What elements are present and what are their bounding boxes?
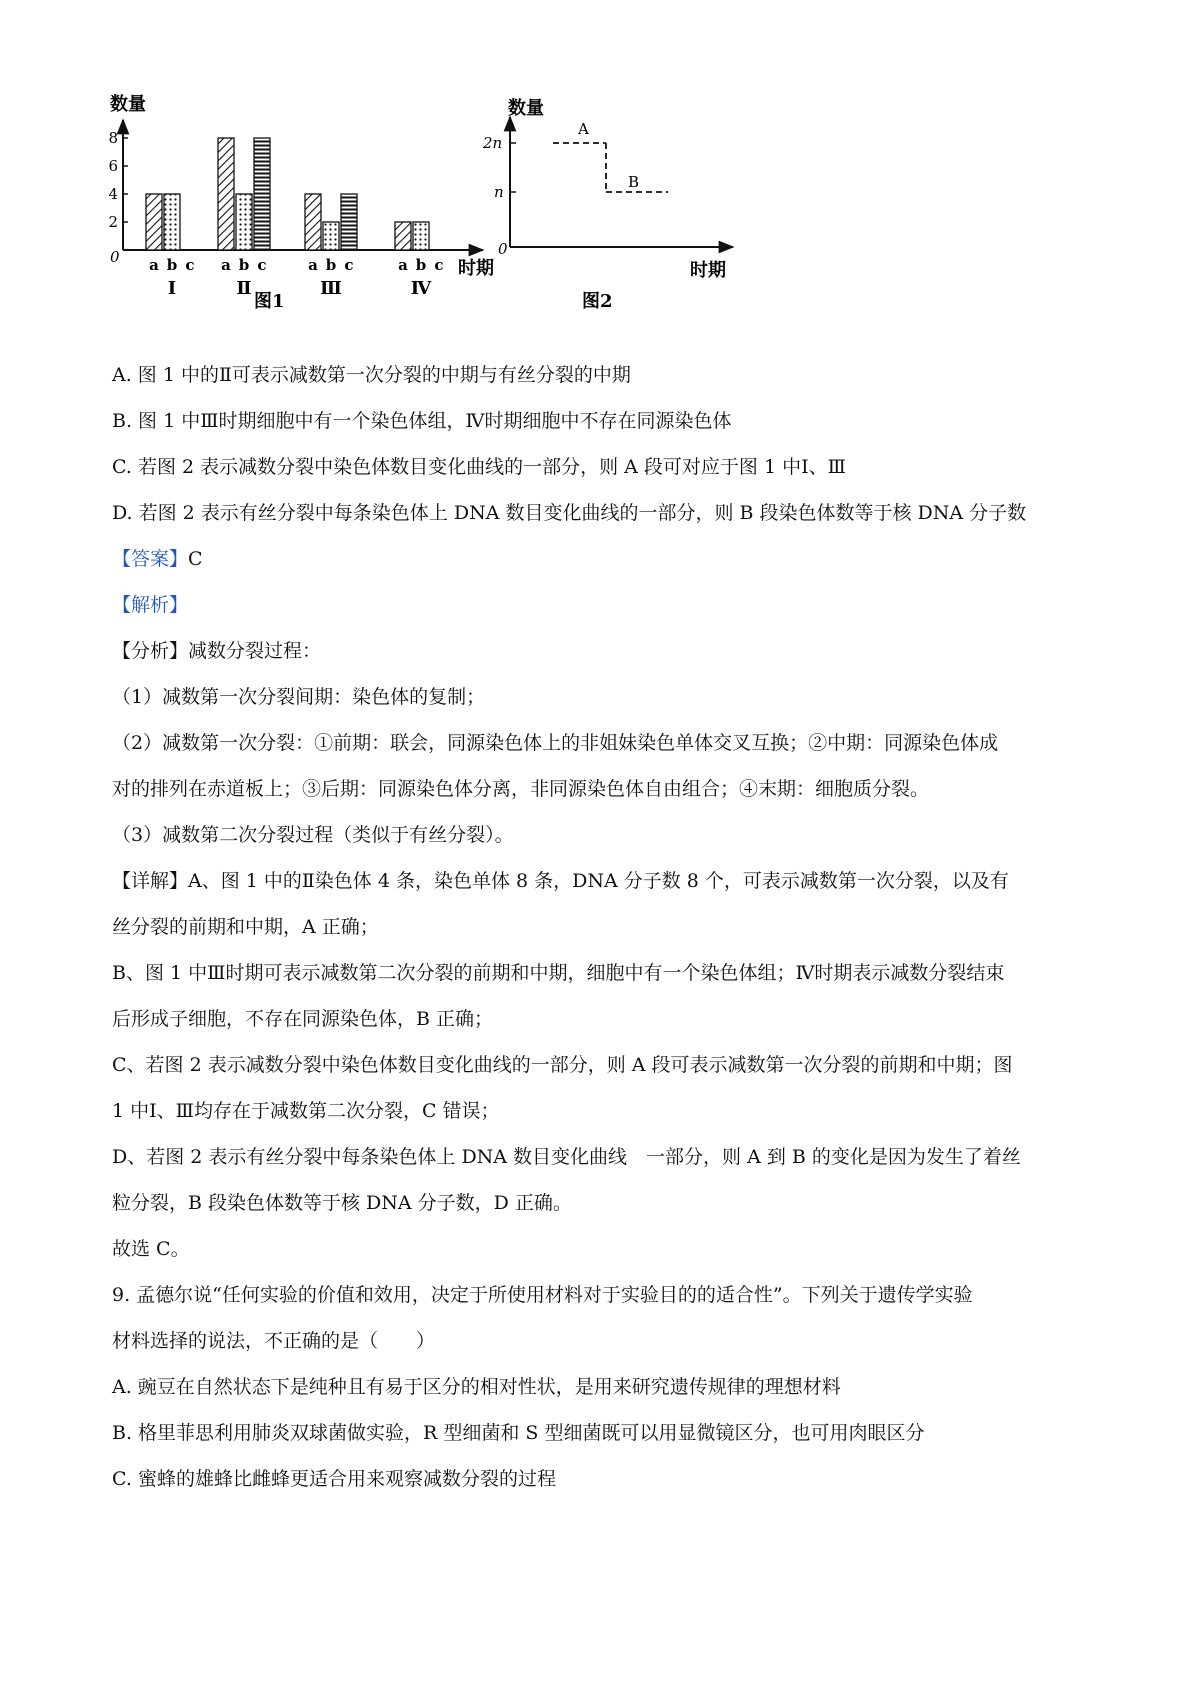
fig1-bar-b bbox=[323, 222, 339, 250]
answer-tag: 【答案】 bbox=[112, 548, 189, 570]
fig2-tick-n: n bbox=[494, 183, 504, 201]
fig1-series-letter: a bbox=[149, 256, 159, 274]
figures bbox=[108, 92, 828, 342]
option-a: A. 图 1 中的Ⅱ可表示减数第一次分裂的中期与有丝分裂的中期 bbox=[112, 364, 631, 386]
step-3: （3）减数第二次分裂过程（类似于有丝分裂）。 bbox=[112, 824, 514, 846]
step-2-line-2: 对的排列在赤道板上；③后期：同源染色体分离，非同源染色体自由组合；④末期：细胞质分裂。 bbox=[112, 778, 930, 800]
fig1-y-tick-label: 6 bbox=[108, 157, 118, 175]
answer-value: C bbox=[188, 548, 203, 570]
step-2-line-1: （2）减数第一次分裂：①前期：联会，同源染色体上的非姐妹染色单体交叉互换；②中期：同源染色体成 bbox=[112, 732, 999, 754]
fig1-bar-b bbox=[413, 222, 429, 250]
fig1-y-tick-label: 2 bbox=[108, 213, 118, 231]
fig1-series-letter: b bbox=[415, 256, 427, 274]
detail-c-line-2: 1 中Ⅰ、Ⅲ均存在于减数第二次分裂，C 错误； bbox=[112, 1100, 500, 1122]
fig1-bar-c bbox=[341, 194, 357, 250]
figures-svg bbox=[108, 92, 828, 342]
fig1-origin: 0 bbox=[110, 248, 120, 266]
fig1-period-label: Ⅳ bbox=[410, 278, 432, 299]
fig2-origin: 0 bbox=[498, 240, 508, 258]
option-b: B. 图 1 中Ⅲ时期细胞中有一个染色体组，Ⅳ时期细胞中不存在同源染色体 bbox=[112, 410, 732, 432]
fig1-y-tick-label: 8 bbox=[108, 129, 118, 147]
fig1-series-letter: c bbox=[434, 256, 444, 274]
fig1-series-letter: a bbox=[398, 256, 408, 274]
fig1-series-letter: b bbox=[238, 256, 250, 274]
content bbox=[112, 352, 1102, 1502]
fig2-xlabel: 时期 bbox=[690, 260, 726, 281]
detail-b-line-2: 后形成子细胞，不存在同源染色体，B 正确； bbox=[112, 1008, 494, 1030]
detail-a-line-2: 丝分裂的前期和中期，A 正确； bbox=[112, 916, 379, 938]
detail-d-line-2: 粒分裂，B 段染色体数等于核 DNA 分子数，D 正确。 bbox=[112, 1192, 572, 1214]
fig1-period-label: Ⅱ bbox=[236, 278, 252, 299]
detail-a-line-1: 【详解】A、图 1 中的Ⅱ染色体 4 条，染色单体 8 条，DNA 分子数 8 个，可表示减数第一次分裂，以及有 bbox=[112, 870, 1009, 892]
fig2-caption: 图2 bbox=[582, 291, 613, 312]
fig1-series-letter: b bbox=[325, 256, 337, 274]
option-d: D. 若图 2 表示有丝分裂中每条染色体上 DNA 数目变化曲线的一部分，则 B 段染色体数等于核 DNA 分子数 bbox=[112, 502, 1027, 524]
fig1-series-letter: a bbox=[308, 256, 318, 274]
fenxi-line: 【分析】减数分裂过程： bbox=[112, 640, 322, 662]
fig1-bar-a bbox=[305, 194, 321, 250]
fig1-bar-a bbox=[218, 138, 234, 250]
fig1-bar-a bbox=[395, 222, 411, 250]
fig1-caption: 图1 bbox=[254, 291, 285, 312]
step-1: （1）减数第一次分裂间期：染色体的复制； bbox=[112, 686, 486, 708]
detail-d-line-1: D、若图 2 表示有丝分裂中每条染色体上 DNA 数目变化曲线 一部分，则 A 到 B 的变化是因为发生了着丝 bbox=[112, 1146, 1021, 1168]
fig1-bar-c bbox=[254, 138, 270, 250]
detail-b-line-1: B、图 1 中Ⅲ时期可表示减数第二次分裂的前期和中期，细胞中有一个染色体组；Ⅳ时期表示减数分裂结束 bbox=[112, 962, 1005, 984]
fig2-label-a: A bbox=[578, 120, 589, 138]
fig1-bar-a bbox=[146, 194, 162, 250]
fig1-ylabel: 数量 bbox=[110, 94, 146, 115]
fig2-tick-2n: 2n bbox=[483, 134, 503, 152]
answer-line bbox=[112, 536, 1102, 582]
question-9-option-a: A. 豌豆在自然状态下是纯种且有易于区分的相对性状，是用来研究遗传规律的理想材料 bbox=[112, 1376, 841, 1398]
fig1-y-tick-label: 4 bbox=[108, 185, 118, 203]
fig1-bar-b bbox=[164, 194, 180, 250]
option-c: C. 若图 2 表示减数分裂中染色体数目变化曲线的一部分，则 A 段可对应于图 1 中Ⅰ、Ⅲ bbox=[112, 456, 846, 478]
fig1-series-letter: c bbox=[185, 256, 195, 274]
analysis-tag: 【解析】 bbox=[112, 594, 189, 616]
fig2-ylabel: 数量 bbox=[508, 98, 544, 119]
question-9-option-b: B. 格里菲思利用肺炎双球菌做实验，R 型细菌和 S 型细菌既可以用显微镜区分，也可用肉眼区分 bbox=[112, 1422, 925, 1444]
question-9-line-1: 9. 孟德尔说“任何实验的价值和效用，决定于所使用材料对于实验目的的适合性”。下列关于遗传学实验 bbox=[112, 1284, 973, 1306]
fig1-plot bbox=[108, 120, 483, 299]
fig1-xlabel: 时期 bbox=[458, 258, 494, 279]
fig1-series-letter: b bbox=[166, 256, 178, 274]
fig1-period-label: Ⅲ bbox=[320, 278, 342, 299]
analysis-line bbox=[112, 582, 1102, 628]
fig1-series-letter: a bbox=[221, 256, 231, 274]
fig1-series-letter: c bbox=[257, 256, 267, 274]
question-9-option-c: C. 蜜蜂的雄蜂比雌蜂更适合用来观察减数分裂的过程 bbox=[112, 1468, 556, 1490]
conclusion: 故选 C。 bbox=[112, 1238, 190, 1260]
fig1-series-letter: c bbox=[344, 256, 354, 274]
question-9-line-2: 材料选择的说法，不正确的是（ ） bbox=[112, 1330, 436, 1352]
fig1-period-label: Ⅰ bbox=[167, 278, 177, 299]
fig1-bar-b bbox=[236, 194, 252, 250]
detail-c-line-1: C、若图 2 表示减数分裂中染色体数目变化曲线的一部分，则 A 段可表示减数第一次分裂的前期和中期；图 bbox=[112, 1054, 1013, 1076]
fig2-label-b: B bbox=[628, 173, 640, 191]
fig2-plot bbox=[510, 117, 733, 247]
